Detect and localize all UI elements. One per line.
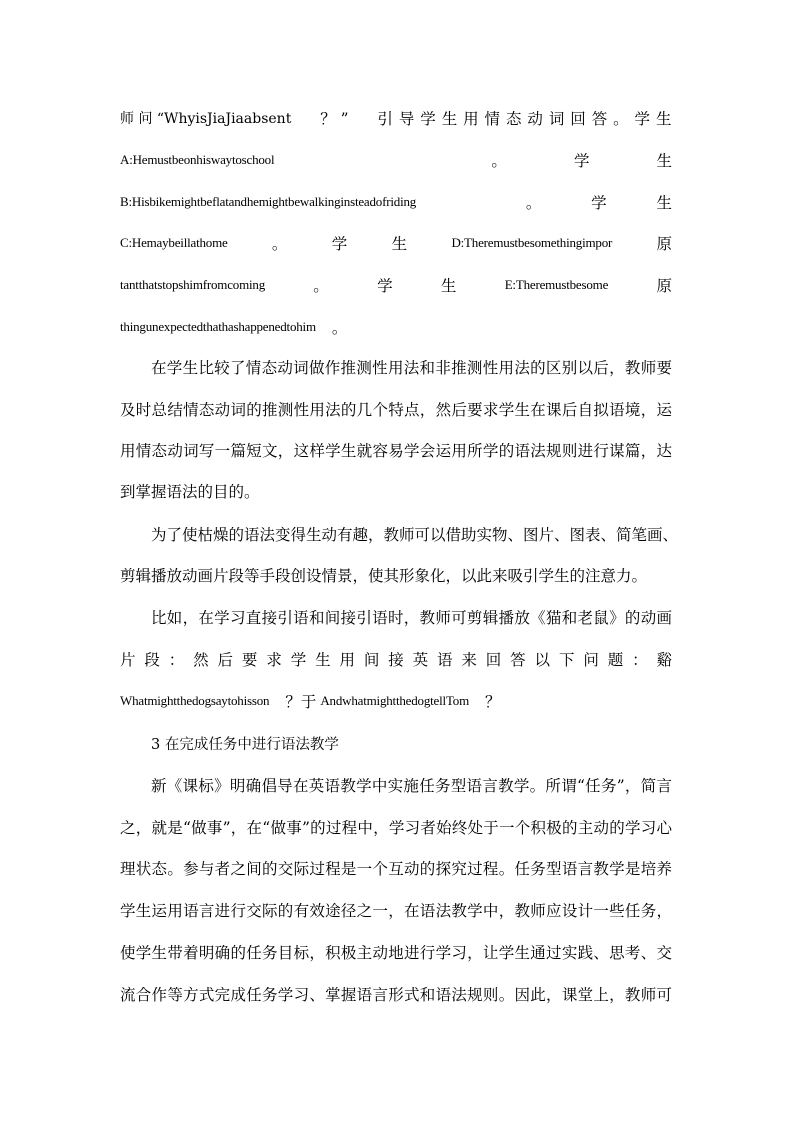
line-segment: E:Theremustbesome [504, 277, 609, 292]
heading-text: 3 在完成任务中进行语法教学 [151, 736, 339, 753]
paragraph-line [120, 940, 672, 964]
line-segment: 生 [440, 277, 457, 295]
line-segment: Whatmightthedogsaytohisson [120, 693, 270, 708]
paragraph-line [120, 479, 672, 503]
line-text: 用情态动词写一篇短文，这样学生就容易学会运用所学的语法规则进行谋篇，达 [120, 442, 672, 460]
line-segment: 师 问 “WhyisJiaJiaabsent [120, 111, 292, 127]
line-segment: ？ ” [320, 110, 349, 128]
paragraph-line [120, 438, 672, 462]
line-text: 学生运用语言进行交际的有效途径之一，在语法教学中，教师应设计一些任务， [120, 902, 672, 920]
line-segment: 。 [525, 194, 542, 212]
paragraph-line [120, 982, 672, 1006]
line-segment: 学 [377, 277, 393, 295]
line-text: 片 段 ： 然 后 要 求 学 生 用 间 接 英 语 来 回 答 以 下 问 题 ： 谿 [120, 651, 672, 669]
paragraph-line [120, 397, 672, 421]
line-segment: ？ [485, 693, 501, 711]
paragraph-line [120, 898, 672, 922]
text-line [120, 315, 672, 339]
line-segment: 学 [331, 235, 348, 253]
line-segment: B:Hisbikemightbeflatandhemightbewalkinginsteadofriding [120, 194, 417, 209]
line-segment: 。 [313, 277, 329, 295]
paragraph-line [151, 355, 672, 379]
line-segment: AndwhatmightthedogtellTom [320, 693, 469, 708]
section-heading [151, 731, 703, 755]
line-segment: 原 [656, 235, 672, 253]
line-segment: 原 [656, 277, 672, 295]
line-segment: D:Theremustbesomethingimpor [451, 235, 613, 250]
text-line [120, 190, 672, 214]
text-line [120, 148, 672, 172]
line-text: 剪辑播放动画片段等手段创设情景，使其形象化，以此来吸引学生的注意力。 [120, 567, 648, 585]
paragraph-line [120, 647, 672, 671]
line-text: 理状态。参与者之间的交际过程是一个互动的探究过程。任务型语言教学是培养 [120, 860, 672, 878]
paragraph-line [120, 815, 672, 839]
line-segment: ？于 [285, 693, 317, 711]
line-segment: 引 导 学 生 用 情 态 动 词 回 答 。 学 生 [377, 110, 672, 128]
line-text: 流合作等方式完成任务学习、掌握语言形式和语法规则。因此，课堂上，教师可 [120, 986, 672, 1004]
line-segment: A:Hemustbeonhiswaytoschool [120, 152, 275, 167]
line-segment: 生 [656, 194, 672, 212]
text-line [120, 231, 672, 255]
line-segment: 。 [491, 152, 507, 170]
line-text: 比如，在学习直接引语和间接引语时，教师可剪辑播放《猫和老鼠》的动画 [151, 609, 672, 627]
line-segment: 生 [391, 235, 408, 253]
line-text: 新《课标》明确倡导在英语教学中实施任务型语言教学。所谓“任务”，简言 [151, 777, 672, 795]
line-text: 到掌握语法的目的。 [120, 483, 260, 501]
paragraph-line [151, 605, 672, 629]
line-segment: thingunexpectedthathashappenedtohim [120, 319, 316, 334]
text-line [120, 273, 672, 297]
text-line [120, 689, 672, 713]
line-segment: 。 [331, 319, 348, 337]
line-segment: 。 [271, 235, 288, 253]
line-text: 及时总结情态动词的推测性用法的几个特点，然后要求学生在课后自拟语境，运 [120, 401, 672, 419]
text-line [120, 106, 672, 130]
line-segment: C:Hemaybeillathome [120, 235, 228, 250]
paragraph-line [120, 563, 672, 587]
line-segment: 学 [591, 194, 607, 212]
paragraph-line [120, 856, 672, 880]
paragraph-line [151, 522, 679, 546]
line-segment: tantthatstopshimfromcoming [120, 277, 266, 292]
line-segment: 生 [656, 152, 672, 170]
line-text: 使学生带着明确的任务目标，积极主动地进行学习，让学生通过实践、思考、交 [120, 944, 672, 962]
line-text: 为了使枯燥的语法变得生动有趣，教师可以借助实物、图片、图表、简笔画、 [151, 526, 679, 544]
line-text: 在学生比较了情态动词做作推测性用法和非推测性用法的区别以后，教师要 [151, 359, 672, 377]
paragraph-line [151, 773, 672, 797]
line-segment: 学 [573, 152, 590, 170]
line-text: 之，就是“做事”，在“做事”的过程中，学习者始终处于一个积极的主动的学习心 [120, 819, 672, 837]
